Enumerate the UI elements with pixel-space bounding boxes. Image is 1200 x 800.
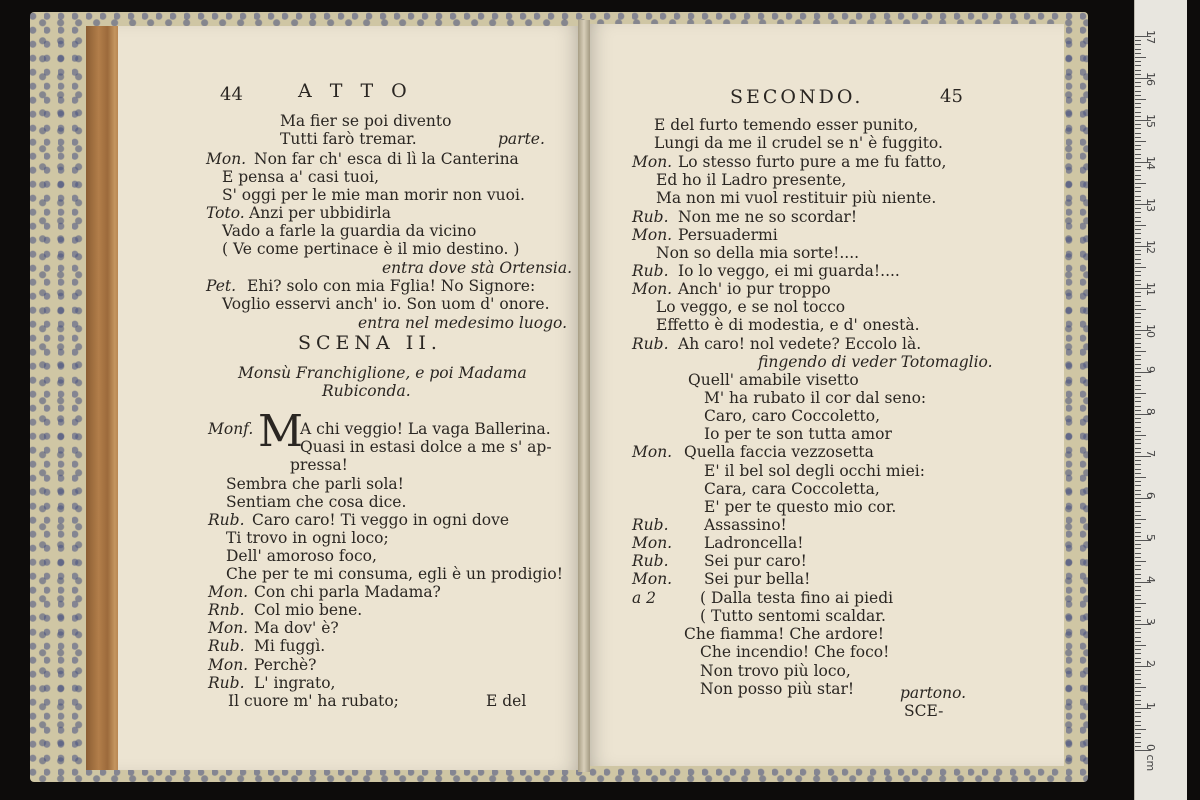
verse-line: Tutti farò tremar. — [280, 130, 417, 148]
ruler-minor-tick — [1135, 490, 1141, 491]
verse-line: Col mio bene. — [254, 601, 363, 619]
stage-direction: partono. — [900, 684, 967, 702]
ruler-minor-tick — [1135, 448, 1141, 449]
ruler-minor-tick — [1135, 607, 1141, 608]
ruler-minor-tick — [1135, 700, 1141, 701]
verse-line: Ma dov' è? — [254, 619, 339, 637]
ruler-minor-tick — [1135, 645, 1146, 646]
ruler-minor-tick — [1135, 347, 1141, 348]
ruler-label: 2 — [1144, 660, 1157, 667]
scene-title: SCENA II. — [298, 332, 442, 354]
ruler-minor-tick — [1135, 737, 1141, 738]
ruler-minor-tick — [1135, 70, 1141, 71]
ruler-minor-tick — [1135, 649, 1141, 650]
ruler-minor-tick — [1135, 397, 1141, 398]
speaker-label: a 2 — [632, 589, 657, 607]
ruler-minor-tick — [1135, 506, 1141, 507]
ruler-minor-tick — [1135, 565, 1141, 566]
ruler-minor-tick — [1135, 233, 1141, 234]
ruler-label: 1 — [1144, 702, 1157, 709]
verse-line: Ed ho il Ladro presente, — [656, 171, 847, 189]
drop-cap: M — [258, 406, 304, 457]
ruler-minor-tick — [1135, 548, 1141, 549]
ruler-minor-tick — [1135, 317, 1141, 318]
ruler-label: 12 — [1144, 240, 1157, 254]
measuring-ruler — [1134, 0, 1187, 800]
ruler-minor-tick — [1135, 112, 1141, 113]
ruler-minor-tick — [1135, 410, 1141, 411]
ruler-minor-tick — [1135, 296, 1141, 297]
verse-line: Sei pur caro! — [704, 552, 807, 570]
verse-line: S' oggi per le mie man morir non vuoi. — [222, 186, 525, 204]
speaker-label: Monf. — [208, 420, 254, 438]
ruler-minor-tick — [1135, 620, 1141, 621]
ruler-minor-tick — [1135, 599, 1141, 600]
ruler-minor-tick — [1135, 263, 1141, 264]
ruler-minor-tick — [1135, 53, 1141, 54]
ruler-minor-tick — [1135, 527, 1141, 528]
ruler-label: 13 — [1144, 198, 1157, 212]
speaker-label: Rub. — [632, 208, 669, 226]
ruler-minor-tick — [1135, 536, 1141, 537]
ruler-minor-tick — [1135, 422, 1141, 423]
ruler-minor-tick — [1135, 427, 1141, 428]
verse-line: Che per te mi consuma, egli è un prodigio! — [226, 565, 563, 583]
speaker-label: Pet. — [206, 277, 237, 295]
verse-line: L' ingrato, — [254, 674, 336, 692]
verse-line: Cara, cara Coccoletta, — [704, 480, 880, 498]
ruler-minor-tick — [1135, 154, 1141, 155]
ruler-label: 8 — [1144, 408, 1157, 415]
ruler-minor-tick — [1135, 322, 1141, 323]
ruler-minor-tick — [1135, 103, 1141, 104]
ruler-minor-tick — [1135, 611, 1141, 612]
ruler-minor-tick — [1135, 511, 1141, 512]
ruler-minor-tick — [1135, 733, 1141, 734]
verse-line: Lungi da me il crudel se n' è fuggito. — [654, 134, 943, 152]
verse-line: Caro caro! Ti veggo in ogni dove — [252, 511, 510, 529]
right-page-number: 45 — [940, 86, 963, 107]
verse-line: Ah caro! nol vedete? Eccolo là. — [678, 335, 922, 353]
ruler-minor-tick — [1135, 116, 1141, 117]
stage-direction: parte. — [498, 130, 545, 148]
ruler-minor-tick — [1135, 557, 1141, 558]
ruler-minor-tick — [1135, 91, 1141, 92]
verse-line: Dell' amoroso foco, — [226, 547, 377, 565]
ruler-minor-tick — [1135, 725, 1141, 726]
ruler-minor-tick — [1135, 716, 1141, 717]
verse-line: Perchè? — [254, 656, 317, 674]
ruler-minor-tick — [1135, 99, 1146, 100]
speaker-label: Rub. — [632, 516, 669, 534]
ruler-minor-tick — [1135, 284, 1141, 285]
ruler-minor-tick — [1135, 662, 1141, 663]
ruler-minor-tick — [1135, 590, 1141, 591]
ruler-minor-tick — [1135, 418, 1141, 419]
ruler-label: 17 — [1144, 30, 1157, 44]
ruler-minor-tick — [1135, 61, 1141, 62]
ruler-minor-tick — [1135, 485, 1141, 486]
verse-line: M' ha rubato il cor dal seno: — [704, 389, 927, 407]
ruler-minor-tick — [1135, 637, 1141, 638]
verse-line: SCE- — [904, 702, 944, 720]
ruler-minor-tick — [1135, 191, 1141, 192]
verse-line: ( Dalla testa fino ai piedi — [700, 589, 894, 607]
ruler-minor-tick — [1135, 393, 1146, 394]
ruler-minor-tick — [1135, 225, 1146, 226]
ruler-minor-tick — [1135, 229, 1141, 230]
verse-line: ( Ve come pertinace è il mio destino. ) — [222, 240, 520, 258]
verse-line: Ma fier se poi divento — [280, 112, 452, 130]
ruler-minor-tick — [1135, 267, 1146, 268]
stage-direction: entra dove stà Ortensia. — [382, 259, 573, 277]
verse-line: Non so della mia sorte!.... — [656, 244, 860, 262]
ruler-minor-tick — [1135, 338, 1141, 339]
ruler-minor-tick — [1135, 187, 1141, 188]
ruler-minor-tick — [1135, 481, 1141, 482]
ruler-minor-tick — [1135, 380, 1141, 381]
speaker-label: Mon. — [208, 656, 249, 674]
ruler-minor-tick — [1135, 431, 1141, 432]
verse-line: Che fiamma! Che ardore! — [684, 625, 884, 643]
ruler-minor-tick — [1135, 326, 1141, 327]
ruler-minor-tick — [1135, 364, 1141, 365]
verse-line: Ehi? solo con mia Fglia! No Signore: — [247, 277, 536, 295]
ruler-label: 5 — [1144, 534, 1157, 541]
ruler-minor-tick — [1135, 523, 1141, 524]
speaker-label: Rub. — [632, 335, 669, 353]
verse-line: Non far ch' esca di lì la Canterina — [254, 150, 519, 168]
verse-line: Io lo veggo, ei mi guarda!.... — [678, 262, 900, 280]
ruler-minor-tick — [1135, 569, 1141, 570]
ruler-label: 16 — [1144, 72, 1157, 86]
verse-line: Il cuore m' ha rubato; — [228, 692, 399, 710]
verse-line: Non me ne so scordar! — [678, 208, 858, 226]
ruler-label: 9 — [1144, 366, 1157, 373]
ruler-minor-tick — [1135, 107, 1141, 108]
ruler-minor-tick — [1135, 149, 1141, 150]
ruler-minor-tick — [1135, 145, 1141, 146]
ruler-minor-tick — [1135, 473, 1141, 474]
speaker-label: Rub. — [208, 637, 245, 655]
verse-line: Assassino! — [704, 516, 787, 534]
ruler-minor-tick — [1135, 280, 1141, 281]
ruler-minor-tick — [1135, 200, 1141, 201]
verse-line: Anch' io pur troppo — [678, 280, 831, 298]
ruler-minor-tick — [1135, 742, 1141, 743]
scene-characters-line-2: Rubiconda. — [322, 382, 411, 400]
verse-line: Con chi parla Madama? — [254, 583, 441, 601]
ruler-minor-tick — [1135, 95, 1141, 96]
ruler-minor-tick — [1135, 712, 1141, 713]
ruler-minor-tick — [1135, 464, 1141, 465]
ruler-minor-tick — [1135, 561, 1146, 562]
right-running-head: SECONDO. — [730, 86, 864, 108]
speaker-label: Mon. — [632, 153, 673, 171]
ruler-minor-tick — [1135, 553, 1141, 554]
ruler-minor-tick — [1135, 687, 1146, 688]
ruler-minor-tick — [1135, 170, 1141, 171]
speaker-label: Mon. — [632, 280, 673, 298]
ruler-label: 7 — [1144, 450, 1157, 457]
ruler-label: 10 — [1144, 324, 1157, 338]
ruler-minor-tick — [1135, 477, 1146, 478]
speaker-label: Mon. — [632, 226, 673, 244]
ruler-minor-tick — [1135, 175, 1141, 176]
ruler-minor-tick — [1135, 578, 1141, 579]
ruler-minor-tick — [1135, 746, 1141, 747]
ruler-minor-tick — [1135, 355, 1141, 356]
ruler-minor-tick — [1135, 49, 1141, 50]
speaker-label: Mon. — [632, 443, 673, 461]
ruler-minor-tick — [1135, 389, 1141, 390]
ruler-minor-tick — [1135, 519, 1146, 520]
ruler-minor-tick — [1135, 137, 1141, 138]
ruler-minor-tick — [1135, 212, 1141, 213]
verse-line: A chi veggio! La vaga Ballerina. — [300, 420, 551, 438]
ruler-minor-tick — [1135, 221, 1141, 222]
ruler-minor-tick — [1135, 208, 1141, 209]
ruler-minor-tick — [1135, 313, 1141, 314]
ruler-minor-tick — [1135, 376, 1141, 377]
speaker-label: Mon. — [632, 534, 673, 552]
verse-line: Non posso più star! — [700, 680, 855, 698]
ruler-label: 15 — [1144, 114, 1157, 128]
ruler-minor-tick — [1135, 586, 1141, 587]
ruler-minor-tick — [1135, 574, 1141, 575]
ruler-label: 4 — [1144, 576, 1157, 583]
ruler-minor-tick — [1135, 158, 1141, 159]
speaker-label: Rub. — [632, 552, 669, 570]
ruler-minor-tick — [1135, 133, 1141, 134]
ruler-minor-tick — [1135, 683, 1141, 684]
ruler-minor-tick — [1135, 679, 1141, 680]
ruler-minor-tick — [1135, 40, 1141, 41]
ruler-label: 14 — [1144, 156, 1157, 170]
ruler-minor-tick — [1135, 502, 1141, 503]
verse-line: E del furto temendo esser punito, — [654, 116, 919, 134]
ruler-minor-tick — [1135, 406, 1141, 407]
ruler-minor-tick — [1135, 439, 1141, 440]
verse-line: Voglio esservi anch' io. Son uom d' onore. — [222, 295, 550, 313]
verse-line: Quella faccia vezzosetta — [684, 443, 874, 461]
ruler-minor-tick — [1135, 359, 1141, 360]
ruler-minor-tick — [1135, 632, 1141, 633]
ruler-minor-tick — [1135, 196, 1141, 197]
ruler-label: 3 — [1144, 618, 1157, 625]
ruler-minor-tick — [1135, 494, 1141, 495]
ruler-minor-tick — [1135, 658, 1141, 659]
verse-line: Lo veggo, e se nol tocco — [656, 298, 846, 316]
ruler-minor-tick — [1135, 259, 1141, 260]
speaker-label: Rub. — [208, 674, 245, 692]
ruler-minor-tick — [1135, 86, 1141, 87]
ruler-minor-tick — [1135, 250, 1141, 251]
ruler-minor-tick — [1135, 368, 1141, 369]
verse-line: Ladroncella! — [704, 534, 804, 552]
ruler-minor-tick — [1135, 435, 1146, 436]
stage-direction: fingendo di veder Totomaglio. — [758, 353, 993, 371]
verse-line: pressa! — [290, 456, 348, 474]
speaker-label: Mon. — [208, 619, 249, 637]
ruler-minor-tick — [1135, 275, 1141, 276]
ruler-minor-tick — [1135, 351, 1146, 352]
ruler-minor-tick — [1135, 292, 1141, 293]
ruler-minor-tick — [1135, 704, 1141, 705]
verse-line: Ma non mi vuol restituir più niente. — [656, 189, 937, 207]
ruler-minor-tick — [1135, 217, 1141, 218]
ruler-label: 6 — [1144, 492, 1157, 499]
left-running-head: A T T O — [298, 80, 413, 102]
ruler-minor-tick — [1135, 242, 1141, 243]
ruler-minor-tick — [1135, 469, 1141, 470]
ruler-minor-tick — [1135, 385, 1141, 386]
ruler-minor-tick — [1135, 532, 1141, 533]
speaker-label: Mon. — [632, 570, 673, 588]
ruler-minor-tick — [1135, 674, 1141, 675]
verse-line: E' per te questo mio cor. — [704, 498, 897, 516]
verse-line: Quell' amabile visetto — [688, 371, 859, 389]
ruler-label: 0 cm — [1144, 744, 1157, 772]
ruler-minor-tick — [1135, 691, 1141, 692]
verse-line: Ti trovo in ogni loco; — [226, 529, 389, 547]
scene-characters-line-1: Monsù Franchiglione, e poi Madama — [238, 364, 527, 382]
ruler-minor-tick — [1135, 65, 1141, 66]
verse-line: Effetto è di modestia, e d' onestà. — [656, 316, 920, 334]
verse-line: Caro, caro Coccoletto, — [704, 407, 881, 425]
left-page-number: 44 — [220, 84, 243, 105]
ruler-minor-tick — [1135, 334, 1141, 335]
ruler-minor-tick — [1135, 44, 1141, 45]
ruler-label: 11 — [1144, 282, 1157, 296]
ruler-minor-tick — [1135, 653, 1141, 654]
verse-line: Vado a farle la guardia da vicino — [222, 222, 477, 240]
ruler-minor-tick — [1135, 343, 1141, 344]
speaker-label: Mon. — [208, 583, 249, 601]
ruler-minor-tick — [1135, 238, 1141, 239]
ruler-minor-tick — [1135, 301, 1141, 302]
verse-line: Io per te son tutta amor — [704, 425, 892, 443]
ruler-minor-tick — [1135, 595, 1141, 596]
ruler-minor-tick — [1135, 641, 1141, 642]
ruler-minor-tick — [1135, 452, 1141, 453]
verse-line: Che incendio! Che foco! — [700, 643, 890, 661]
ruler-minor-tick — [1135, 443, 1141, 444]
ruler-minor-tick — [1135, 124, 1141, 125]
speaker-label: Mon. — [206, 150, 247, 168]
stage-direction: entra nel medesimo luogo. — [358, 314, 568, 332]
verse-line: Mi fuggì. — [254, 637, 326, 655]
verse-line: Non trovo più loco, — [700, 662, 851, 680]
ruler-minor-tick — [1135, 271, 1141, 272]
verse-line: E pensa a' casi tuoi, — [222, 168, 380, 186]
ruler-minor-tick — [1135, 128, 1141, 129]
verse-line: Lo stesso furto pure a me fu fatto, — [678, 153, 947, 171]
ruler-minor-tick — [1135, 309, 1146, 310]
ruler-minor-tick — [1135, 729, 1146, 730]
ruler-minor-tick — [1135, 603, 1146, 604]
ruler-minor-tick — [1135, 183, 1146, 184]
ruler-minor-tick — [1135, 515, 1141, 516]
speaker-label: Rnb. — [208, 601, 245, 619]
verse-line: Quasi in estasi dolce a me s' ap- — [300, 438, 552, 456]
ruler-minor-tick — [1135, 254, 1141, 255]
verse-line: E del — [486, 692, 527, 710]
page-edges — [86, 26, 122, 770]
speaker-label: Toto. — [206, 204, 245, 222]
ruler-minor-tick — [1135, 544, 1141, 545]
ruler-minor-tick — [1135, 460, 1141, 461]
ruler-minor-tick — [1135, 179, 1141, 180]
ruler-minor-tick — [1135, 74, 1141, 75]
verse-line: Sei pur bella! — [704, 570, 811, 588]
speaker-label: Rub. — [208, 511, 245, 529]
verse-line: Sentiam che cosa dice. — [226, 493, 407, 511]
verse-line: Sembra che parli sola! — [226, 475, 404, 493]
book-gutter — [578, 20, 590, 772]
verse-line: E' il bel sol degli occhi miei: — [704, 462, 925, 480]
ruler-minor-tick — [1135, 82, 1141, 83]
ruler-minor-tick — [1135, 721, 1141, 722]
ruler-minor-tick — [1135, 57, 1146, 58]
ruler-minor-tick — [1135, 670, 1141, 671]
verse-line: Persuadermi — [678, 226, 778, 244]
ruler-minor-tick — [1135, 305, 1141, 306]
verse-line: ( Tutto sentomi scaldar. — [700, 607, 886, 625]
ruler-minor-tick — [1135, 628, 1141, 629]
ruler-minor-tick — [1135, 166, 1141, 167]
ruler-minor-tick — [1135, 616, 1141, 617]
ruler-minor-tick — [1135, 695, 1141, 696]
ruler-minor-tick — [1135, 401, 1141, 402]
ruler-minor-tick — [1135, 141, 1146, 142]
speaker-label: Rub. — [632, 262, 669, 280]
verse-line: Anzi per ubbidirla — [249, 204, 391, 222]
